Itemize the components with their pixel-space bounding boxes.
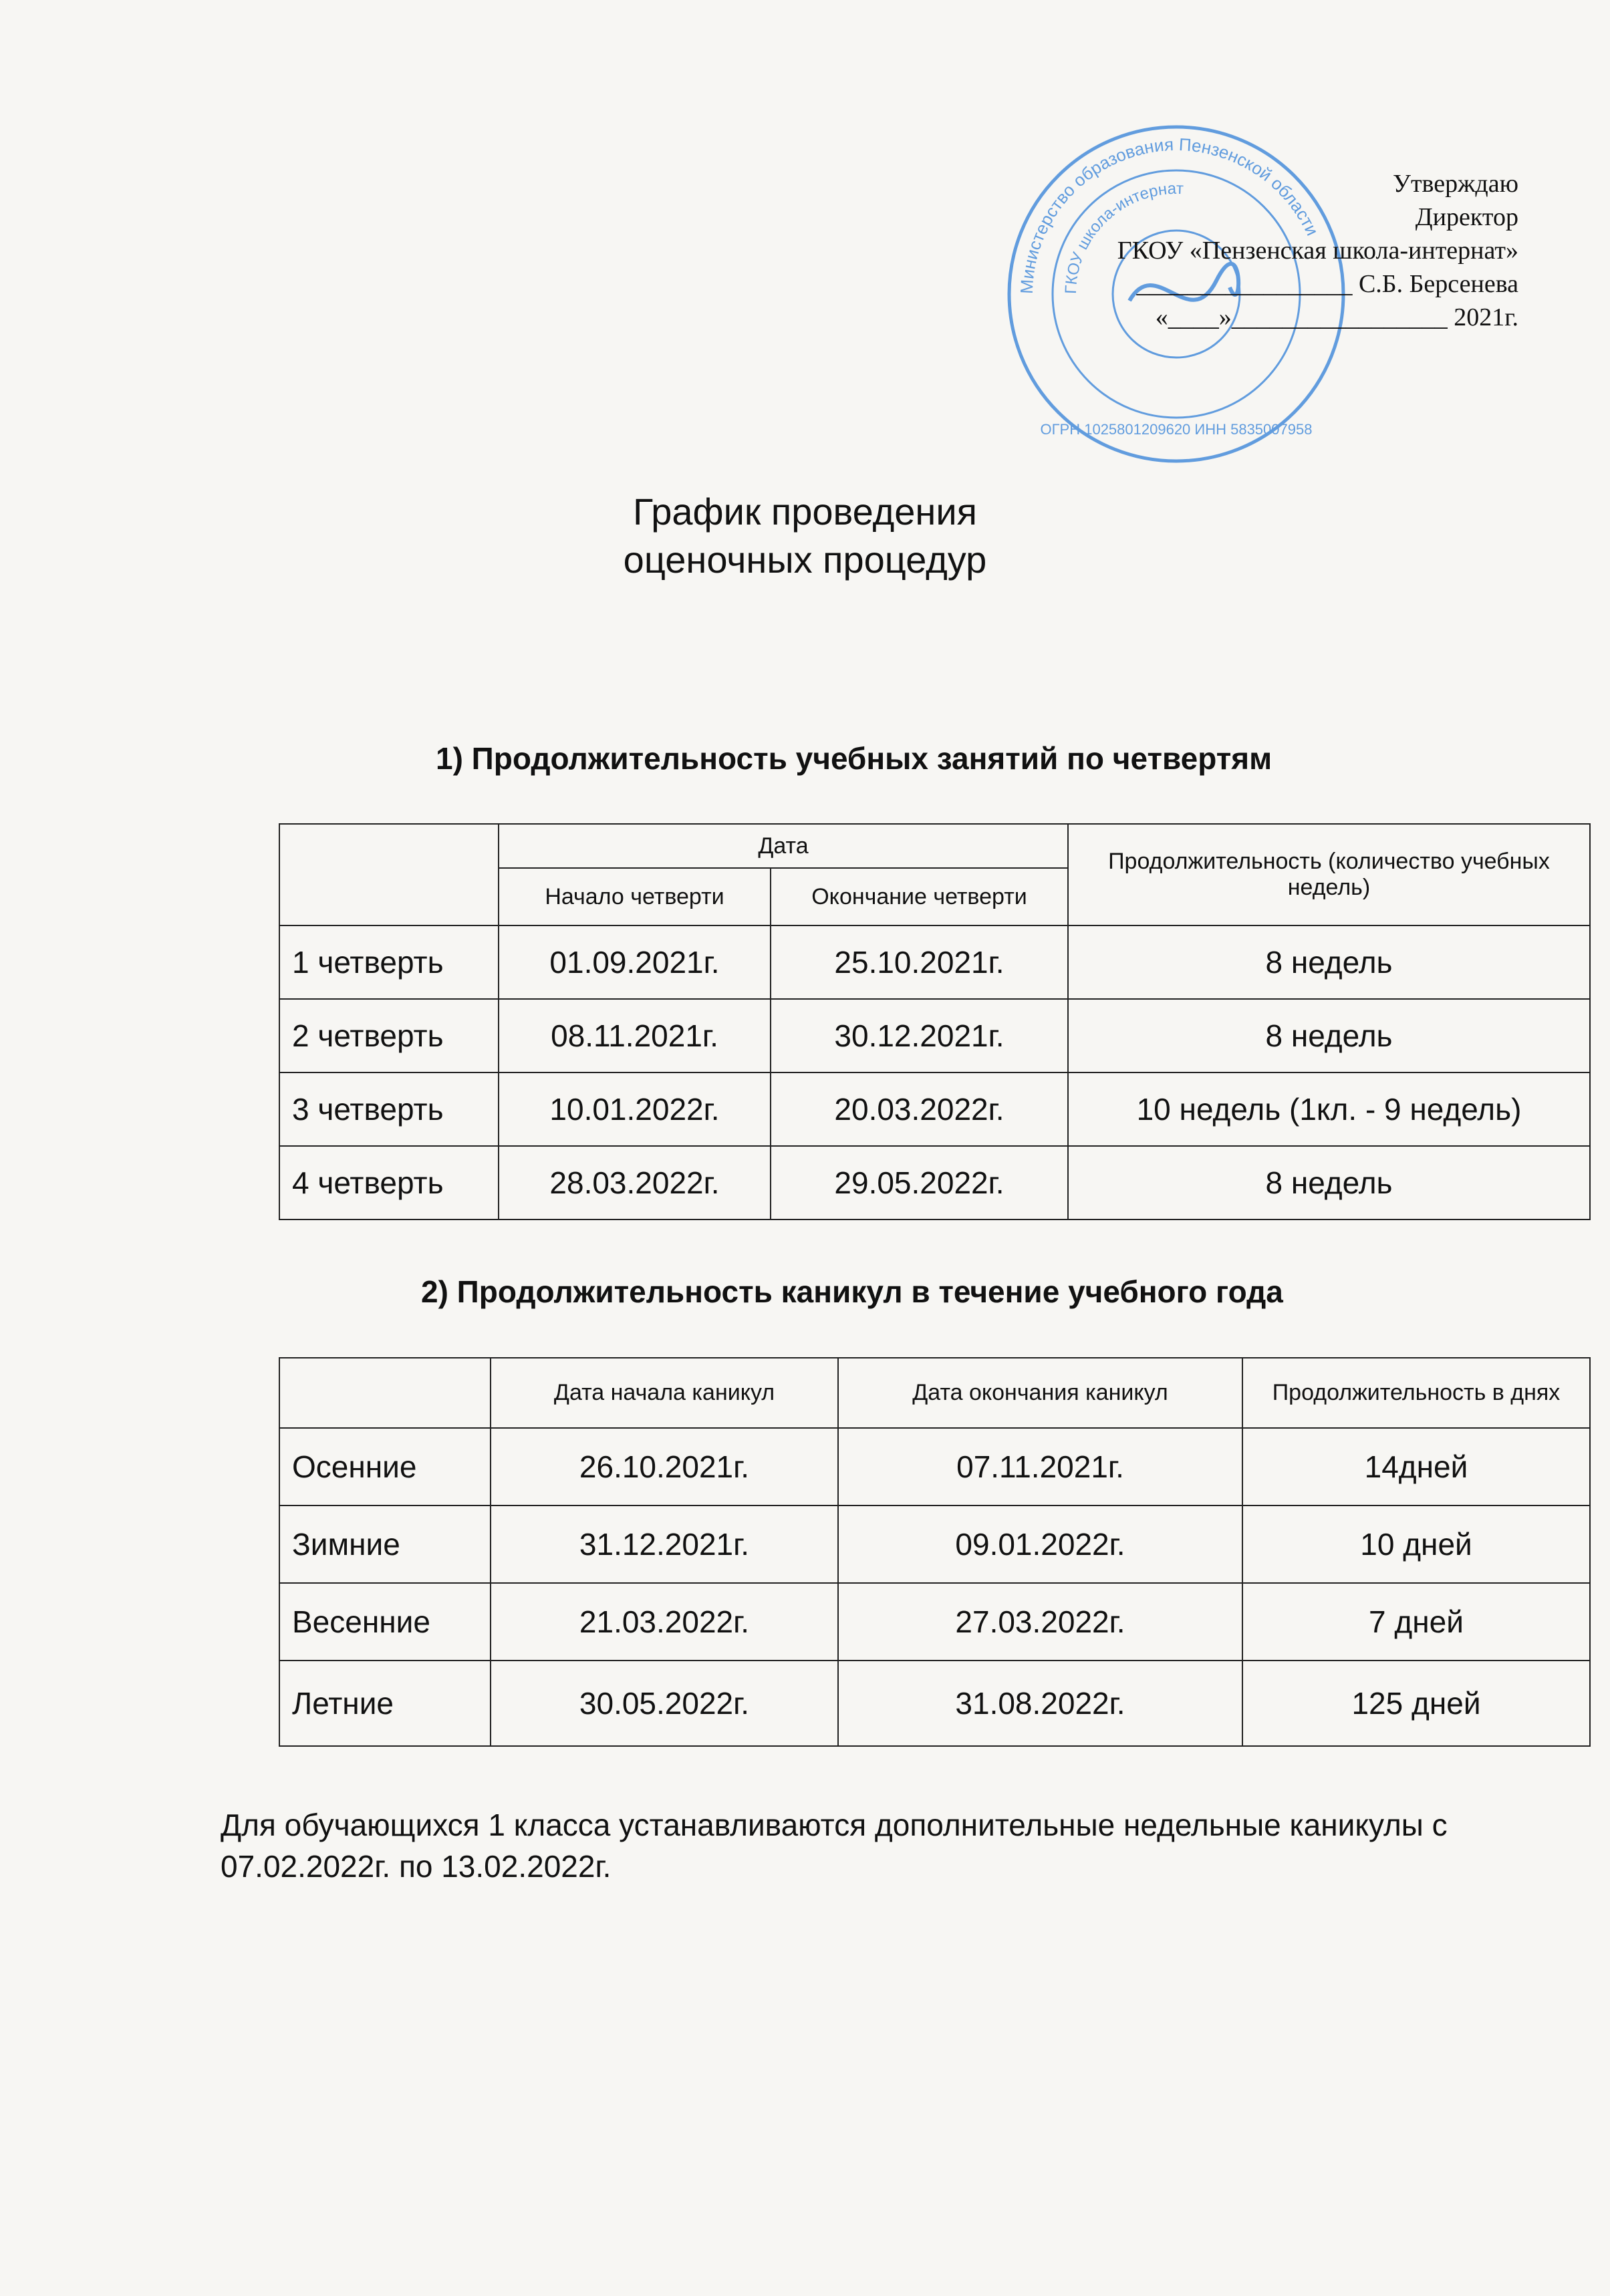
quarter-end: 30.12.2021г. — [771, 999, 1068, 1072]
holiday-end: 07.11.2021г. — [838, 1428, 1242, 1505]
quarter-start: 10.01.2022г. — [499, 1072, 771, 1146]
holiday-start: 30.05.2022г. — [491, 1661, 838, 1746]
holidays-corner-cell — [279, 1358, 491, 1428]
stamp-bottom-text: ОГРН 1025801209620 ИНН 5835007958 — [1040, 421, 1313, 438]
header-quarter-start: Начало четверти — [499, 868, 771, 925]
title-line-1: График проведения — [633, 490, 977, 533]
holiday-start: 26.10.2021г. — [491, 1428, 838, 1505]
holiday-duration: 125 дней — [1242, 1661, 1590, 1746]
holiday-label: Летние — [279, 1661, 491, 1746]
quarters-table — [279, 823, 1591, 1220]
holiday-label: Осенние — [279, 1428, 491, 1505]
holiday-start: 21.03.2022г. — [491, 1583, 838, 1661]
header-duration: Продолжительность (количество учебных недель) — [1068, 824, 1590, 925]
quarter-end: 29.05.2022г. — [771, 1146, 1068, 1219]
approval-line-director: Директор — [1415, 203, 1518, 231]
holidays-table — [279, 1357, 1591, 1747]
stamp-inner-text: ГКОУ школа-интернат — [1061, 179, 1184, 295]
quarters-corner-cell — [279, 824, 499, 925]
quarter-duration: 10 недель (1кл. - 9 недель) — [1068, 1072, 1590, 1146]
quarter-start: 08.11.2021г. — [499, 999, 771, 1072]
approval-block — [1117, 167, 1518, 334]
quarter-duration: 8 недель — [1068, 999, 1590, 1072]
first-grade-note: Для обучающихся 1 класса устанавливаются дополнительные недельные каникулы с 07.02.2022г. по 13.02.2022г. — [221, 1808, 1448, 1884]
approval-line-date: «____»_________________ 2021г. — [1155, 303, 1518, 331]
quarter-duration: 8 недель — [1068, 925, 1590, 999]
quarter-start: 28.03.2022г. — [499, 1146, 771, 1219]
quarter-label: 1 четверть — [279, 925, 499, 999]
document-title — [0, 488, 1610, 584]
quarter-label: 3 четверть — [279, 1072, 499, 1146]
approval-line-approve: Утверждаю — [1393, 170, 1518, 198]
quarter-label: 4 четверть — [279, 1146, 499, 1219]
quarter-start: 01.09.2021г. — [499, 925, 771, 999]
quarter-duration: 8 недель — [1068, 1146, 1590, 1219]
header-quarter-end: Окончание четверти — [771, 868, 1068, 925]
table-row — [279, 1072, 1590, 1146]
holiday-start: 31.12.2021г. — [491, 1505, 838, 1583]
section-2-title: 2) Продолжительность каникул в течение учебного года — [421, 1274, 1283, 1309]
holiday-end: 09.01.2022г. — [838, 1505, 1242, 1583]
table-row — [279, 1583, 1590, 1661]
quarter-end: 25.10.2021г. — [771, 925, 1068, 999]
holiday-label: Весенние — [279, 1583, 491, 1661]
table-row — [279, 999, 1590, 1072]
title-line-2: оценочных процедур — [623, 539, 987, 581]
holiday-label: Зимние — [279, 1505, 491, 1583]
table-row — [279, 1146, 1590, 1219]
header-holiday-duration: Продолжительность в днях — [1242, 1358, 1590, 1428]
quarter-end: 20.03.2022г. — [771, 1072, 1068, 1146]
holiday-duration: 10 дней — [1242, 1505, 1590, 1583]
header-holiday-start: Дата начала каникул — [491, 1358, 838, 1428]
table-row — [279, 1661, 1590, 1746]
table-row — [279, 1428, 1590, 1505]
table-row — [279, 1505, 1590, 1583]
quarter-label: 2 четверть — [279, 999, 499, 1072]
section-1-title: 1) Продолжительность учебных занятий по четвертям — [436, 741, 1272, 776]
table-row — [279, 925, 1590, 999]
approval-line-organization: ГКОУ «Пензенская школа-интернат» — [1117, 237, 1518, 265]
holiday-duration: 7 дней — [1242, 1583, 1590, 1661]
holiday-duration: 14дней — [1242, 1428, 1590, 1505]
holiday-end: 27.03.2022г. — [838, 1583, 1242, 1661]
header-holiday-end: Дата окончания каникул — [838, 1358, 1242, 1428]
header-date: Дата — [499, 824, 1068, 868]
approval-line-signature: _________________ С.Б. Берсенева — [1136, 270, 1518, 298]
stamp-outer-text: Министерство образования Пензенской области — [1016, 134, 1323, 295]
holiday-end: 31.08.2022г. — [838, 1661, 1242, 1746]
